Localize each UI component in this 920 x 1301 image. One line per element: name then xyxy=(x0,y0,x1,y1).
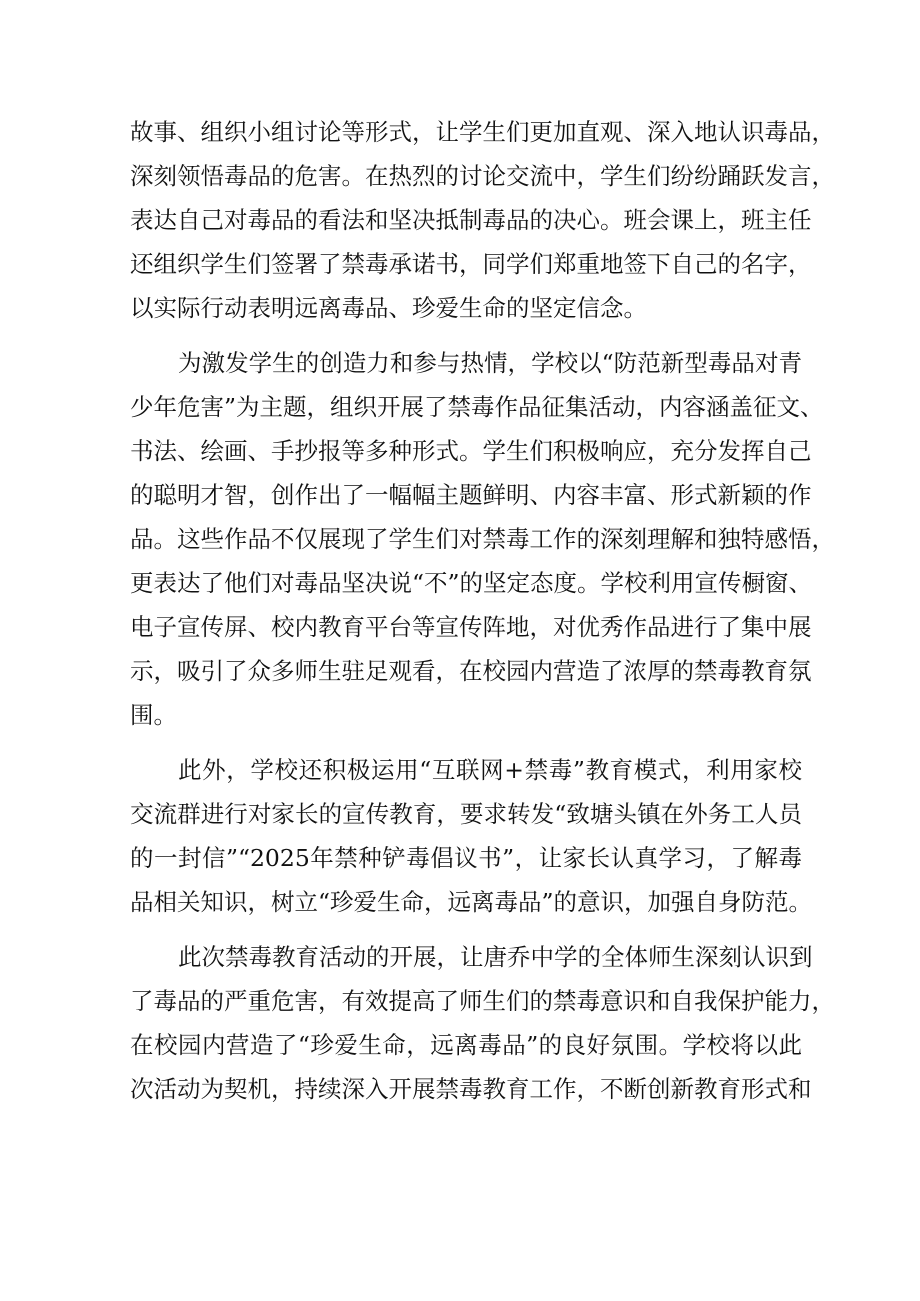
text-line: 品。这些作品不仅展现了学生们对禁毒工作的深刻理解和独特感悟， xyxy=(130,525,835,553)
text-line: 电子宣传屏、校内教育平台等宣传阵地，对优秀作品进行了集中展 xyxy=(130,613,812,641)
paragraph-4 xyxy=(130,935,835,1111)
text-line: 表达自己对毒品的看法和坚决抵制毒品的决心。班会课上，班主任 xyxy=(130,206,812,234)
text-line: 此次禁毒教育活动的开展，让唐乔中学的全体师生深刻认识到 xyxy=(178,943,813,971)
paragraph-3 xyxy=(130,748,813,924)
text-line: 少年危害”为主题，组织开展了禁毒作品征集活动，内容涵盖征文、 xyxy=(130,393,824,421)
text-line: 深刻领悟毒品的危害。在热烈的讨论交流中，学生们纷纷踊跃发言， xyxy=(130,162,835,190)
text-line: 次活动为契机，持续深入开展禁毒教育工作，不断创新教育形式和 xyxy=(130,1075,812,1103)
article-body xyxy=(130,110,835,1122)
text-line: 书法、绘画、手抄报等多种形式。学生们积极响应，充分发挥自己 xyxy=(130,437,812,465)
text-line: 品相关知识，树立“珍爱生命，远离毒品”的意识，加强自身防范。 xyxy=(130,888,813,916)
text-line: 交流群进行对家长的宣传教育，要求转发“致塘头镇在外务工人员 xyxy=(130,800,802,828)
paragraph-1 xyxy=(130,110,835,330)
text-line: 围。 xyxy=(130,701,177,729)
text-line: 的一封信”“2025年禁种铲毒倡议书”，让家长认真学习，了解毒 xyxy=(130,844,802,872)
text-line: 故事、组织小组讨论等形式，让学生们更加直观、深入地认识毒品， xyxy=(130,118,835,146)
paragraph-2 xyxy=(130,341,835,737)
text-line: 在校园内营造了“珍爱生命，远离毒品”的良好氛围。学校将以此 xyxy=(130,1031,802,1059)
text-line: 此外，学校还积极运用“互联网+禁毒”教育模式，利用家校 xyxy=(178,756,802,784)
text-line: 了毒品的严重危害，有效提高了师生们的禁毒意识和自我保护能力， xyxy=(130,987,835,1015)
text-line: 为激发学生的创造力和参与热情，学校以“防范新型毒品对青 xyxy=(178,349,802,377)
text-line: 还组织学生们签署了禁毒承诺书，同学们郑重地签下自己的名字， xyxy=(130,250,812,278)
text-line: 示，吸引了众多师生驻足观看，在校园内营造了浓厚的禁毒教育氛 xyxy=(130,657,812,685)
text-line: 以实际行动表明远离毒品、珍爱生命的坚定信念。 xyxy=(130,294,647,322)
text-line: 的聪明才智，创作出了一幅幅主题鲜明、内容丰富、形式新颖的作 xyxy=(130,481,812,509)
text-line: 更表达了他们对毒品坚决说“不”的坚定态度。学校利用宣传橱窗、 xyxy=(130,569,813,597)
